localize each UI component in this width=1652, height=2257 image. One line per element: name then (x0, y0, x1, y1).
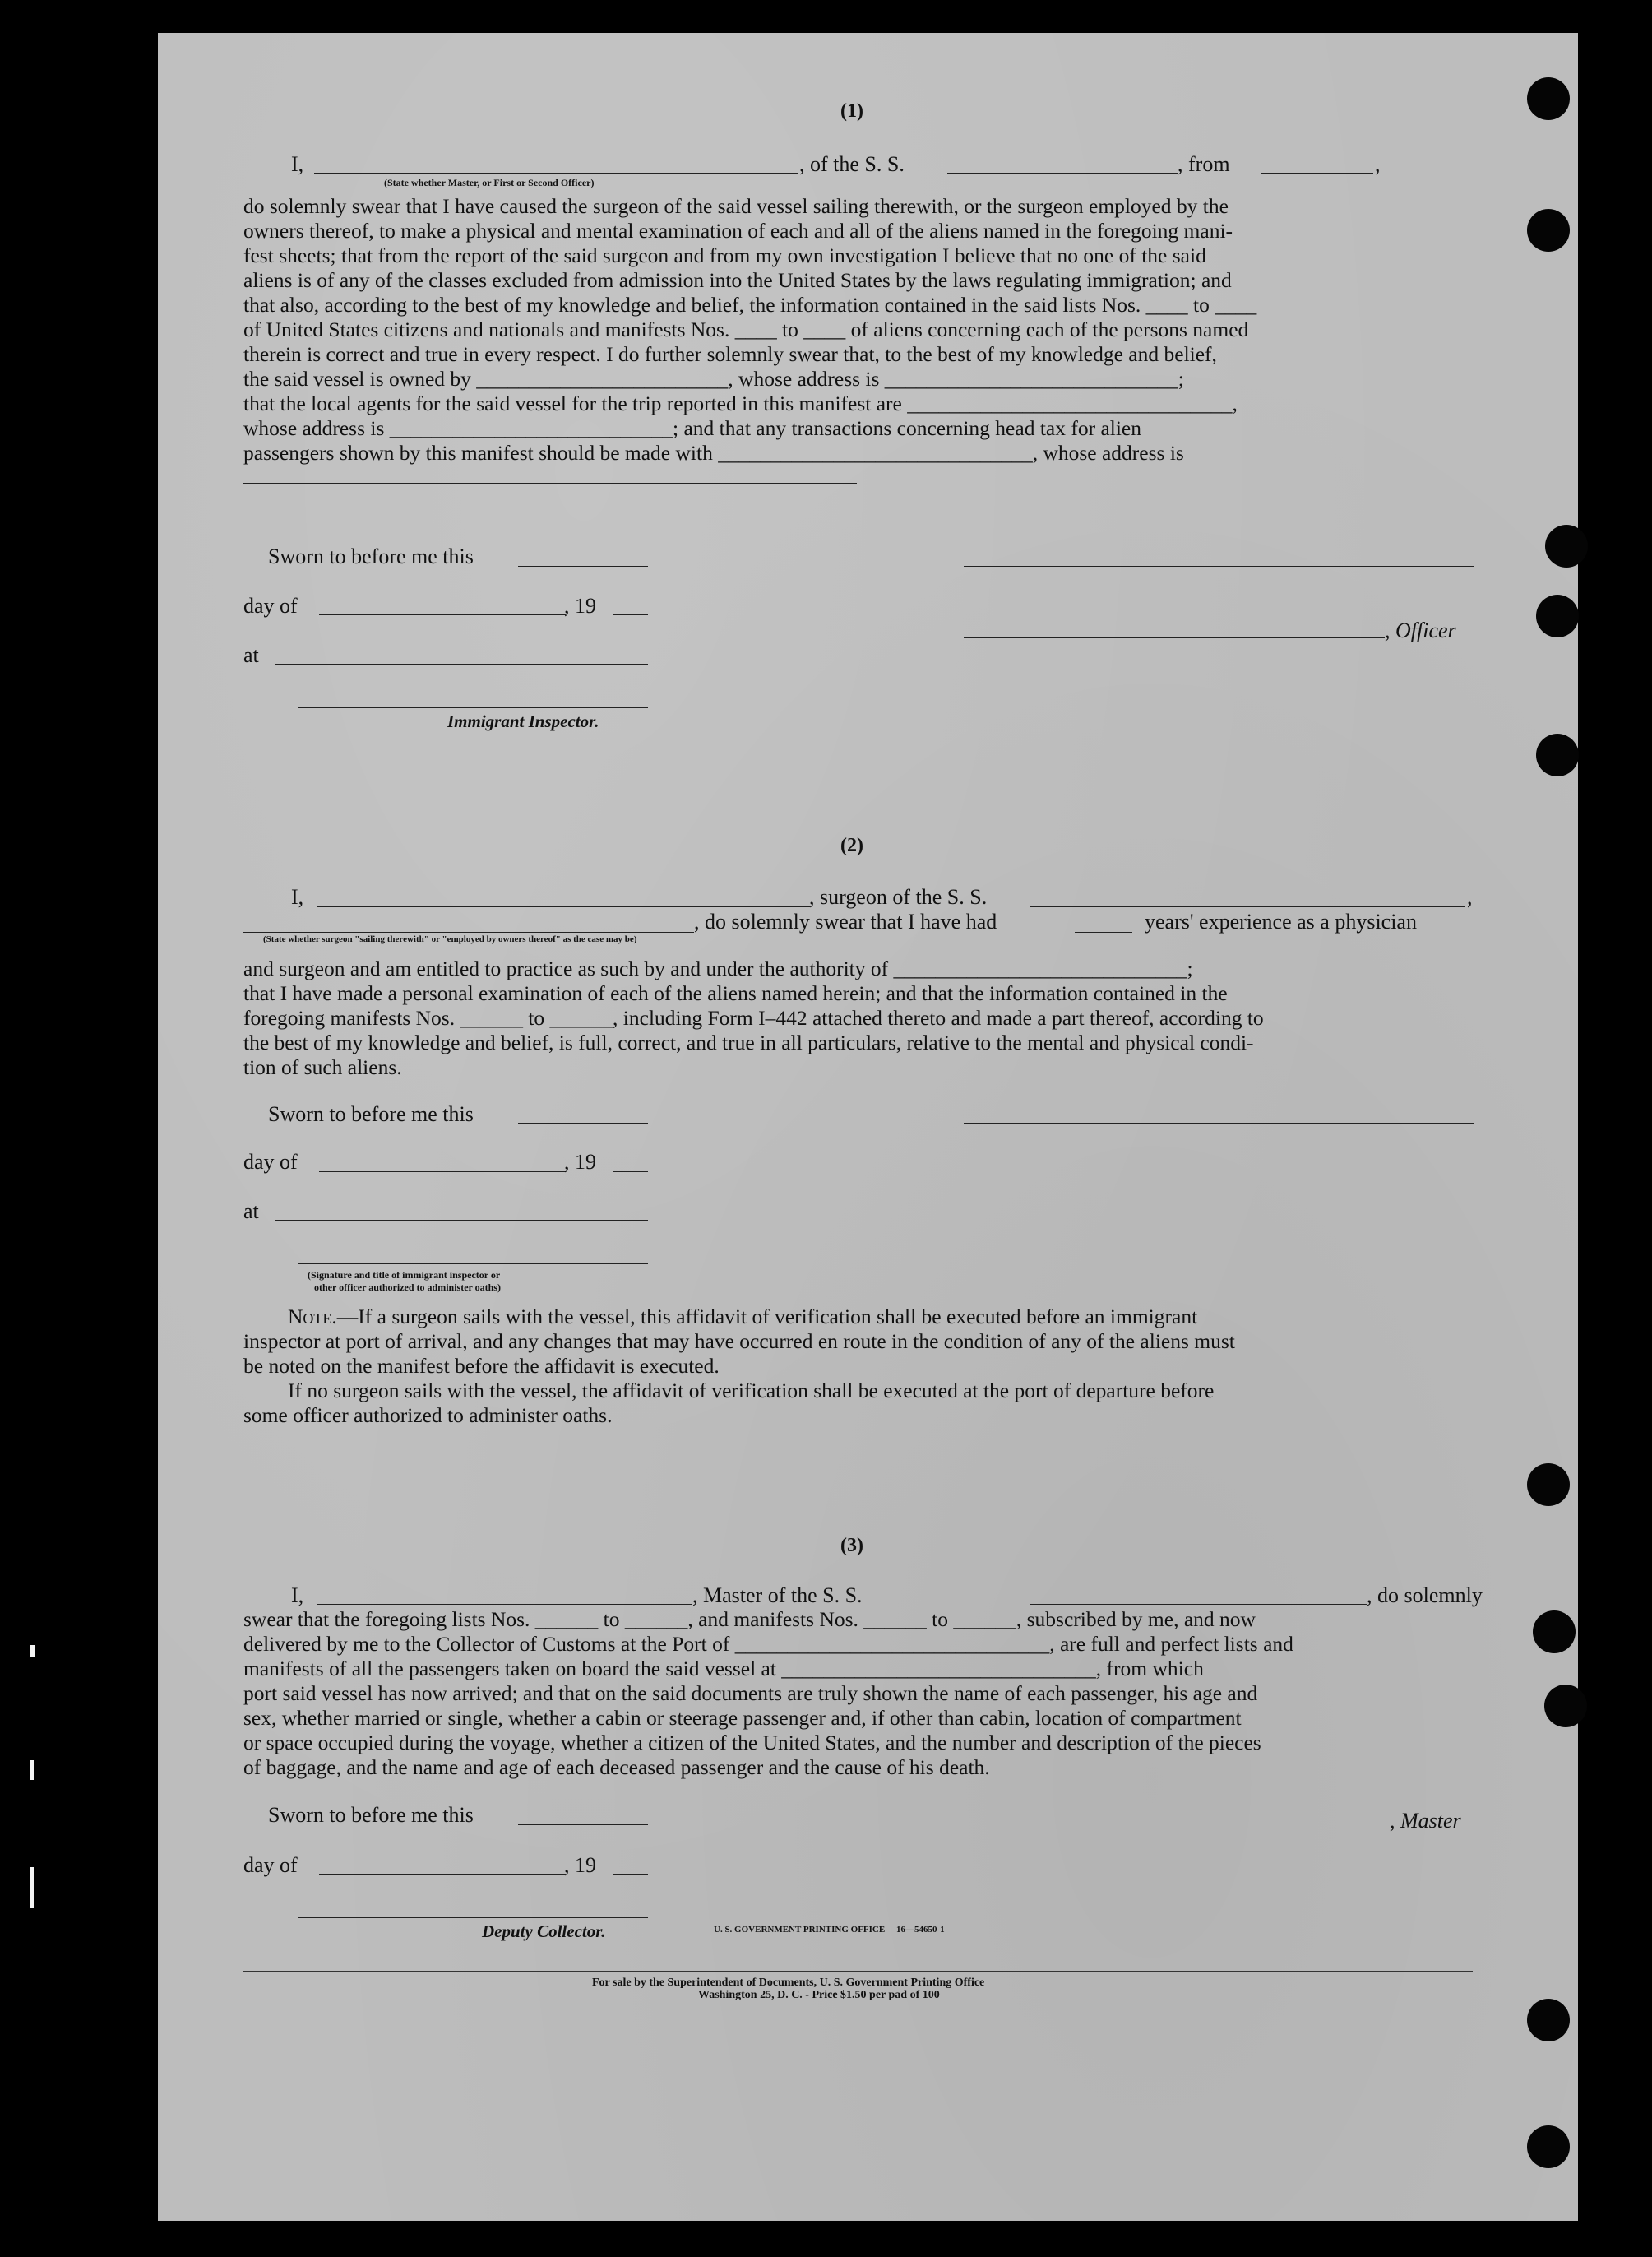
s2-note-line: some officer authorized to administer oaths. (243, 1403, 613, 1427)
s3-master-of: , Master of the S. S. (692, 1583, 863, 1607)
s1-officer-blank[interactable] (314, 173, 798, 174)
s3-sworn-blank[interactable] (518, 1824, 648, 1825)
s1-body-line: owners thereof, to make a physical and mental examination of each and all of the aliens named in the foregoing mani- (243, 219, 1233, 243)
s1-i-label: I, (291, 152, 304, 176)
punch-hole (1545, 525, 1588, 568)
s1-address-blank[interactable] (243, 483, 857, 484)
s1-of-ss: , of the S. S. (799, 152, 905, 176)
punch-hole (1536, 595, 1579, 637)
footer-rule (243, 1971, 1473, 1972)
s2-i-label: I, (291, 885, 304, 909)
scan-mark (30, 1867, 34, 1908)
s1-body-line: that the local agents for the said vessel for the trip reported in this manifest are _______________________________, (243, 392, 1238, 415)
s3-day-of: day of (243, 1853, 298, 1877)
s1-from: , from (1178, 152, 1230, 176)
s2-body-line: tion of such aliens. (243, 1055, 402, 1079)
s2-body-line: the best of my knowledge and belief, is full, correct, and true in all particulars, relative to the mental and physical condi- (243, 1031, 1254, 1054)
s2-body-line: that I have made a personal examination of each of the aliens named herein; and that the information contained in the (243, 981, 1228, 1005)
s2-body-line: and surgeon and am entitled to practice as such by and under the authority of ____________________________; (243, 957, 1193, 980)
punch-hole (1527, 1999, 1570, 2041)
gpo-imprint: U. S. GOVERNMENT PRINTING OFFICE 16—54650-1 (714, 1925, 945, 1935)
s2-year-blank[interactable] (613, 1171, 648, 1172)
s1-line1-note: (State whether Master, or First or Second Officer) (384, 177, 595, 188)
s2-at-blank[interactable] (275, 1220, 648, 1221)
s3-sworn: Sworn to before me this (268, 1803, 474, 1827)
s2-year: , 19 (564, 1150, 596, 1174)
s1-body-line: passengers shown by this manifest should be made with ______________________________, whose address is (243, 441, 1184, 465)
s1-body-line: whose address is ___________________________; and that any transactions concerning head tax for alien (243, 416, 1142, 440)
s1-body (243, 194, 1473, 466)
s2-note-line: be noted on the manifest before the affidavit is executed. (243, 1354, 720, 1378)
sale-line-2: Washington 25, D. C. - Price $1.50 per pad of 100 (698, 1989, 940, 2001)
s3-collector-title: Deputy Collector. (482, 1921, 606, 1941)
s2-body-line: foregoing manifests Nos. ______ to ______, including Form I–442 attached thereto and made a part thereof, according to (243, 1006, 1264, 1030)
s3-master: , Master (1390, 1809, 1461, 1833)
s2-note-label: Note. (288, 1305, 337, 1328)
s3-day-blank[interactable] (319, 1874, 566, 1875)
s3-body (243, 1607, 1473, 1780)
punch-hole (1527, 209, 1570, 252)
punch-hole (1544, 1685, 1587, 1727)
s2-line2-note: (State whether surgeon "sailing therewith" or "employed by owners thereof" as the case may be) (263, 934, 637, 944)
s1-at: at (243, 643, 259, 667)
punch-hole (1527, 77, 1570, 120)
s3-master-name-blank[interactable] (317, 1604, 692, 1605)
s2-note-line: inspector at port of arrival, and any changes that may have occurred en route in the condition of any of the aliens must (243, 1329, 1235, 1353)
s1-body-line: that also, according to the best of my knowledge and belief, the information contained in the said lists Nos. ____ to ____ (243, 293, 1257, 317)
s2-signer-note-1: (Signature and title of immigrant inspector or (308, 1269, 501, 1281)
s2-status-blank[interactable] (243, 932, 694, 933)
s1-body-line: therein is correct and true in every respect. I do further solemnly swear that, to the best of my knowledge and belief, (243, 342, 1217, 366)
s3-vessel-blank[interactable] (1030, 1604, 1367, 1605)
s2-note (243, 1305, 1473, 1428)
s3-body-line: or space occupied during the voyage, whether a citizen of the United States, and the number and description of the pieces (243, 1731, 1261, 1754)
s1-body-line: of United States citizens and nationals and manifests Nos. ____ to ____ of aliens concerning each of the persons named (243, 317, 1249, 341)
s3-body-line: sex, whether married or single, whether a cabin or steerage passenger and, if other than cabin, location of compartment (243, 1706, 1242, 1730)
s1-vessel-blank[interactable] (947, 173, 1178, 174)
s1-from-blank[interactable] (1261, 173, 1373, 174)
s1-body-line: aliens is of any of the classes excluded from admission into the United States by the laws regulating immigration; and (243, 268, 1232, 292)
s2-inspector-sign-blank[interactable] (298, 1263, 648, 1264)
s1-body-line: fest sheets; that from the report of the said surgeon and from my own investigation I believe that no one of the said (243, 243, 1206, 267)
s2-vessel-blank[interactable] (1030, 906, 1465, 907)
s3-body-line: manifests of all the passengers taken on board the said vessel at ______________________________, from which (243, 1657, 1204, 1680)
s2-signer-note-2: other officer authorized to administer oaths) (314, 1281, 501, 1293)
s1-at-blank[interactable] (275, 664, 648, 665)
s2-signature-blank[interactable] (964, 1123, 1474, 1124)
s1-officer-sign-blank[interactable] (964, 637, 1385, 638)
s2-comma: , (1467, 885, 1473, 909)
s1-inspector-title: Immigrant Inspector. (447, 711, 599, 731)
s2-sworn-blank[interactable] (518, 1123, 648, 1124)
s3-solemnly: , do solemnly (1367, 1583, 1483, 1607)
s3-body-line: of baggage, and the name and age of each deceased passenger and the cause of his death. (243, 1755, 990, 1779)
sale-line-1: For sale by the Superintendent of Documents, U. S. Government Printing Office (592, 1977, 985, 1989)
scan-mark (30, 1760, 34, 1780)
s2-years: years' experience as a physician (1145, 910, 1417, 934)
section-2-number: (2) (840, 835, 863, 856)
punch-hole (1533, 1610, 1576, 1653)
form-page (158, 33, 1578, 2221)
section-3-number: (3) (840, 1535, 863, 1556)
s2-note-line: If no surgeon sails with the vessel, the affidavit of verification shall be executed at the port of departure before (288, 1379, 1215, 1402)
s1-sworn: Sworn to before me this (268, 545, 474, 568)
s3-body-line: delivered by me to the Collector of Customs at the Port of ______________________________, are full and perfect lists and (243, 1632, 1293, 1656)
s1-day-blank[interactable] (319, 614, 566, 615)
s3-collector-sign-blank[interactable] (298, 1917, 648, 1918)
punch-hole (1527, 2125, 1570, 2168)
s2-day-of: day of (243, 1150, 298, 1174)
s1-body-line: do solemnly swear that I have caused the surgeon of the said vessel sailing therewith, or the surgeon employed by the (243, 194, 1229, 218)
s2-surgeon-of: , surgeon of the S. S. (809, 885, 988, 909)
s1-sworn-blank[interactable] (518, 566, 648, 567)
s2-body (243, 957, 1473, 1080)
punch-hole (1527, 1463, 1570, 1506)
s1-officer: , Officer (1385, 619, 1456, 642)
s1-inspector-sign-blank[interactable] (298, 707, 648, 708)
s3-year-blank[interactable] (613, 1874, 648, 1875)
s3-body-line: port said vessel has now arrived; and that on the said documents are truly shown the name of each passenger, his age and (243, 1681, 1258, 1705)
s1-body-line: the said vessel is owned by ________________________, whose address is ____________________________; (243, 367, 1184, 391)
scan-mark (30, 1645, 35, 1657)
s2-note-text: —If a surgeon sails with the vessel, this affidavit of verification shall be executed before an immigrant (336, 1305, 1198, 1328)
s3-i-label: I, (291, 1583, 304, 1607)
s2-surgeon-name-blank[interactable] (317, 906, 810, 907)
s1-year-blank[interactable] (613, 614, 648, 615)
s1-signature-blank[interactable] (964, 566, 1474, 567)
s1-year: , 19 (564, 594, 596, 618)
s1-day-of: day of (243, 594, 298, 618)
s2-sworn: Sworn to before me this (268, 1102, 474, 1126)
s2-day-blank[interactable] (319, 1171, 566, 1172)
s3-body-line: swear that the foregoing lists Nos. ______ to ______, and manifests Nos. ______ to ______, subscribed by me, and now (243, 1607, 1256, 1631)
s2-at: at (243, 1199, 259, 1223)
s1-comma: , (1375, 152, 1381, 176)
section-1-number: (1) (840, 100, 863, 122)
s2-years-blank[interactable] (1075, 932, 1132, 933)
punch-hole (1536, 734, 1579, 776)
s2-note-line (243, 1305, 1473, 1329)
s3-year: , 19 (564, 1853, 596, 1877)
s2-swear: , do solemnly swear that I have had (694, 910, 997, 934)
